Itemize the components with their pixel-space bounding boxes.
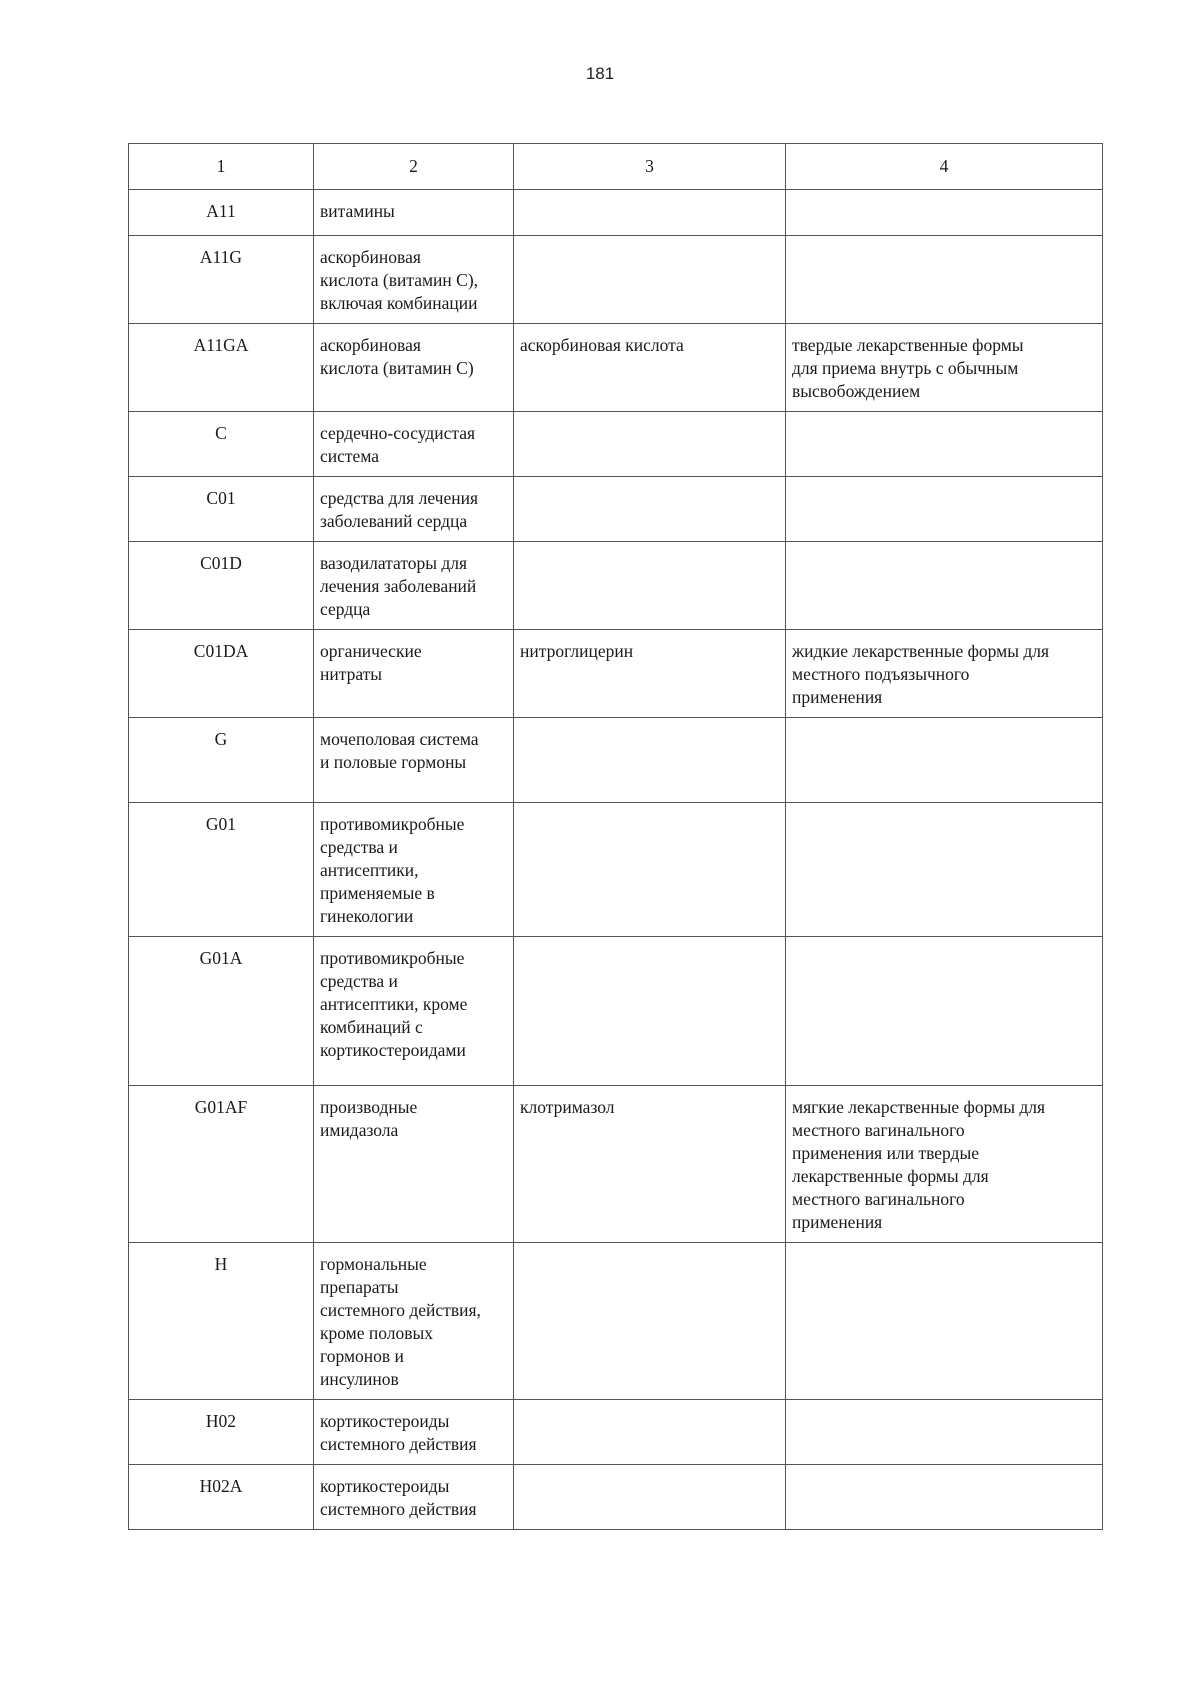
table-header-row [129,144,1103,190]
anatomical-group-cell: средства для лечения заболеваний сердца [314,477,514,542]
drug-name-cell [514,190,786,236]
anatomical-group-cell: кортикостероиды системного действия [314,1400,514,1465]
atc-code-cell: C01 [129,477,314,542]
table-row [129,1400,1103,1465]
drug-name-cell: нитроглицерин [514,630,786,718]
drug-name-cell [514,1400,786,1465]
column-header-2: 2 [314,144,514,190]
drug-name-cell [514,803,786,937]
anatomical-group-cell: аскорбиновая кислота (витамин С) [314,324,514,412]
drug-name-cell [514,477,786,542]
dosage-form-cell [786,1243,1103,1400]
anatomical-group-cell: противомикробные средства и антисептики, кроме комбинаций с кортикостероидами [314,937,514,1086]
dosage-form-cell [786,542,1103,630]
anatomical-group-cell: органические нитраты [314,630,514,718]
atc-code-cell: G01AF [129,1086,314,1243]
anatomical-group-cell: кортикостероиды системного действия [314,1465,514,1530]
column-header-4: 4 [786,144,1103,190]
dosage-form-cell: твердые лекарственные формы для приема внутрь с обычным высвобождением [786,324,1103,412]
atc-code-cell: C01DA [129,630,314,718]
column-header-1: 1 [129,144,314,190]
dosage-form-cell [786,1465,1103,1530]
atc-code-cell: H02 [129,1400,314,1465]
dosage-form-cell: мягкие лекарственные формы для местного вагинального применения или твердые лекарственные формы для местного вагинального применения [786,1086,1103,1243]
drug-name-cell [514,542,786,630]
atc-code-cell: A11G [129,236,314,324]
anatomical-group-cell: сердечно-сосудистая система [314,412,514,477]
dosage-form-cell [786,477,1103,542]
table-row [129,1243,1103,1400]
anatomical-group-cell: производные имидазола [314,1086,514,1243]
dosage-form-cell [786,236,1103,324]
table-row [129,1086,1103,1243]
dosage-form-cell: жидкие лекарственные формы для местного подъязычного применения [786,630,1103,718]
table-row [129,542,1103,630]
atc-code-cell: G01A [129,937,314,1086]
drug-classification-table [128,143,1103,1530]
table-row [129,190,1103,236]
atc-code-cell: G [129,718,314,803]
table-row [129,937,1103,1086]
drug-name-cell: клотримазол [514,1086,786,1243]
atc-code-cell: A11GA [129,324,314,412]
dosage-form-cell [786,412,1103,477]
table-row [129,718,1103,803]
atc-code-cell: C [129,412,314,477]
anatomical-group-cell: витамины [314,190,514,236]
dosage-form-cell [786,803,1103,937]
table-row [129,412,1103,477]
table-row [129,630,1103,718]
drug-name-cell [514,1243,786,1400]
atc-code-cell: A11 [129,190,314,236]
drug-name-cell [514,937,786,1086]
table-row [129,803,1103,937]
anatomical-group-cell: противомикробные средства и антисептики, применяемые в гинекологии [314,803,514,937]
drug-name-cell: аскорбиновая кислота [514,324,786,412]
anatomical-group-cell: вазодилататоры для лечения заболеваний сердца [314,542,514,630]
drug-name-cell [514,718,786,803]
drug-name-cell [514,1465,786,1530]
drug-name-cell [514,236,786,324]
table-row [129,1465,1103,1530]
dosage-form-cell [786,1400,1103,1465]
table-row [129,324,1103,412]
table-row [129,236,1103,324]
dosage-form-cell [786,937,1103,1086]
dosage-form-cell [786,190,1103,236]
anatomical-group-cell: аскорбиновая кислота (витамин С), включая комбинации [314,236,514,324]
anatomical-group-cell: гормональные препараты системного действия, кроме половых гормонов и инсулинов [314,1243,514,1400]
page-number: 181 [585,64,615,83]
dosage-form-cell [786,718,1103,803]
atc-code-cell: H02A [129,1465,314,1530]
drug-name-cell [514,412,786,477]
anatomical-group-cell: мочеполовая система и половые гормоны [314,718,514,803]
atc-code-cell: C01D [129,542,314,630]
table-row [129,477,1103,542]
atc-code-cell: H [129,1243,314,1400]
column-header-3: 3 [514,144,786,190]
atc-code-cell: G01 [129,803,314,937]
